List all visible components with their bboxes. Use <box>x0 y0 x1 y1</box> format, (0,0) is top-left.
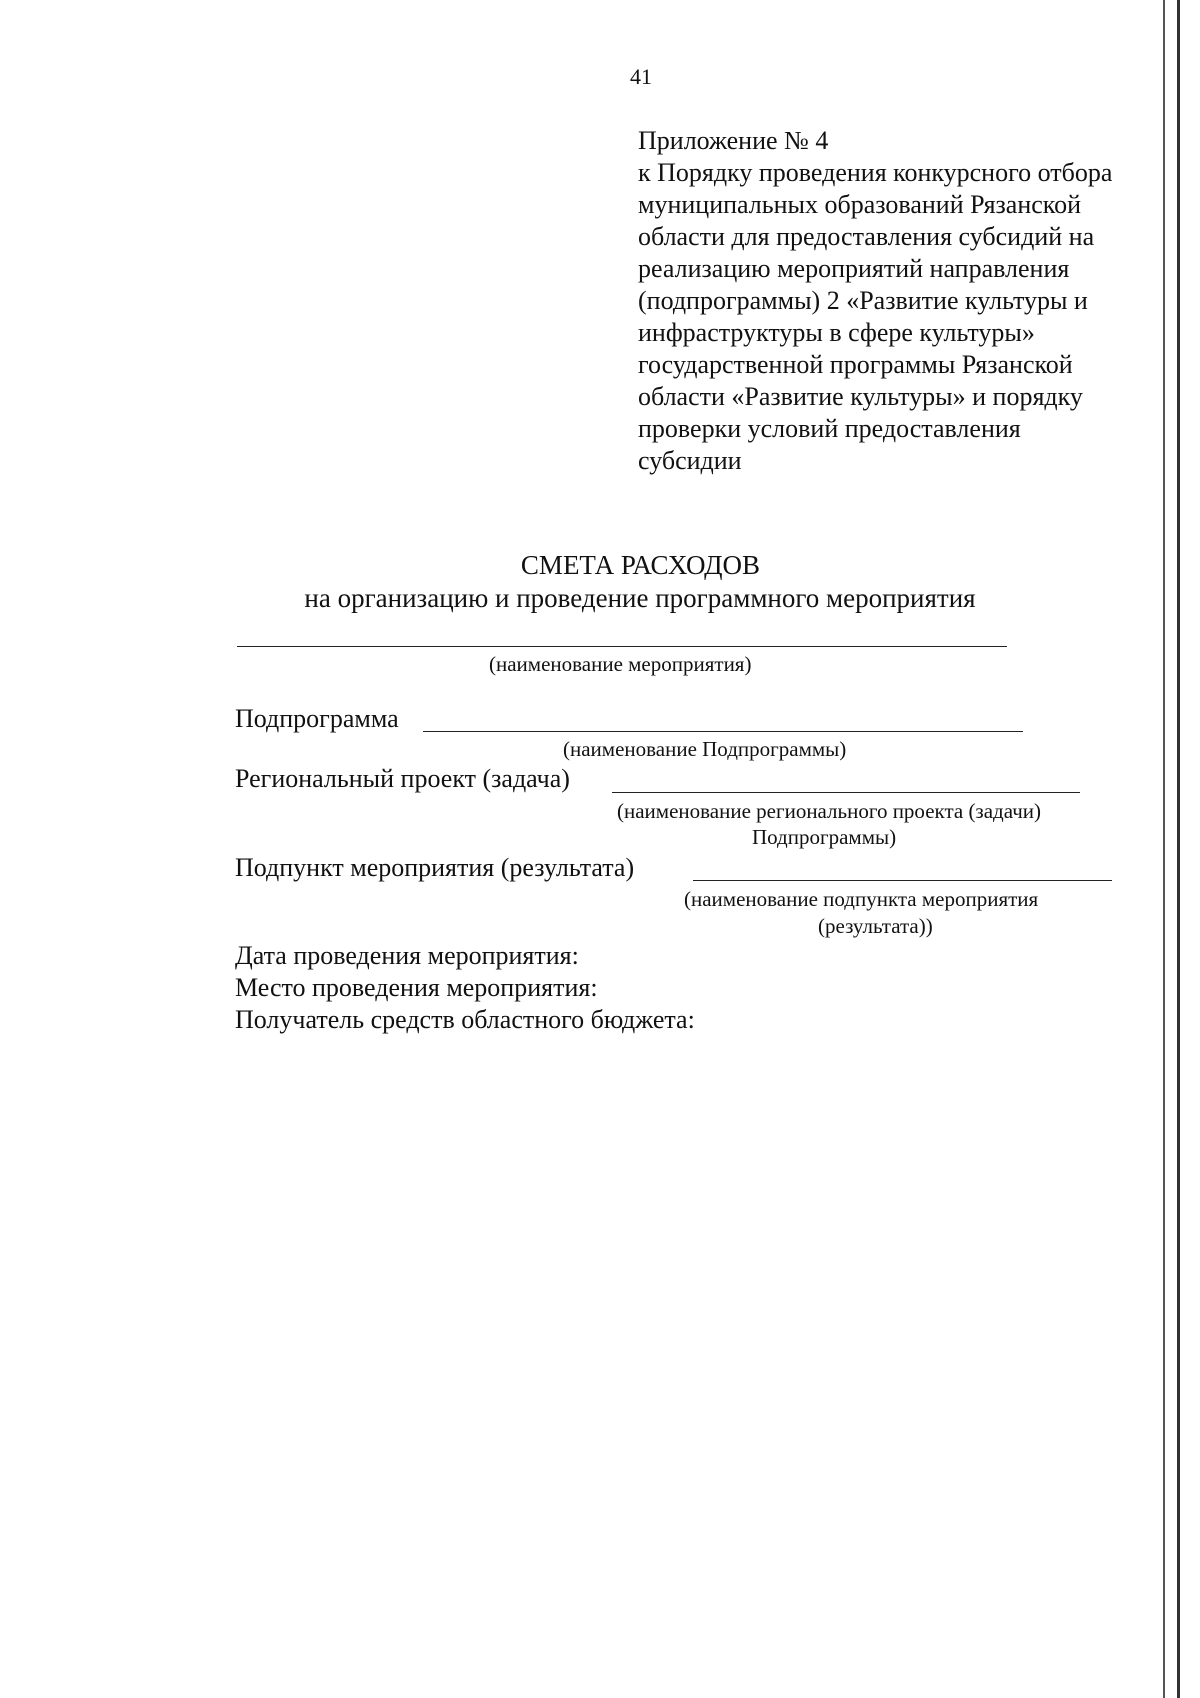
scan-edge-line <box>1177 0 1180 1698</box>
regional-project-caption: (наименование регионального проекта (задачи) <box>617 799 1042 823</box>
event-date-label: Дата проведения мероприятия: <box>235 941 579 970</box>
appendix-line: Приложение № 4 <box>638 126 829 155</box>
event-name-line <box>237 646 1007 647</box>
regional-project-line <box>612 792 1080 793</box>
appendix-line: реализацию мероприятий направления <box>638 254 1070 283</box>
appendix-line: субсидии <box>638 446 742 475</box>
appendix-line: области «Развитие культуры» и порядку <box>638 382 1083 411</box>
subitem-label: Подпункт мероприятия (результата) <box>235 853 635 882</box>
document-subtitle: на организацию и проведение программного мероприятия <box>304 583 976 613</box>
appendix-line: проверки условий предоставления <box>638 414 1021 443</box>
appendix-line: государственной программы Рязанской <box>638 350 1073 379</box>
event-place-label: Место проведения мероприятия: <box>235 973 598 1002</box>
appendix-line: (подпрограммы) 2 «Развитие культуры и <box>638 286 1088 315</box>
subprogram-caption: (наименование Подпрограммы) <box>563 737 847 761</box>
subitem-caption: (результата)) <box>818 914 933 938</box>
subprogram-label: Подпрограмма <box>235 704 399 733</box>
scan-edge-line <box>1163 0 1165 1698</box>
event-name-caption: (наименование мероприятия) <box>489 652 752 676</box>
appendix-header <box>638 125 1112 477</box>
page-number: 41 <box>630 64 652 89</box>
appendix-line: к Порядку проведения конкурсного отбора <box>638 158 1113 187</box>
subitem-caption: (наименование подпункта мероприятия <box>684 887 1039 911</box>
budget-recipient-label: Получатель средств областного бюджета: <box>235 1005 695 1034</box>
appendix-line: муниципальных образований Рязанской <box>638 190 1082 219</box>
appendix-line: области для предоставления субсидий на <box>638 222 1095 251</box>
regional-project-label: Региональный проект (задача) <box>235 764 570 793</box>
regional-project-caption: Подпрограммы) <box>752 825 897 849</box>
subitem-line <box>693 880 1112 881</box>
appendix-line: инфраструктуры в сфере культуры» <box>638 318 1035 347</box>
subprogram-line <box>423 731 1023 732</box>
document-title: СМЕТА РАСХОДОВ <box>520 550 761 580</box>
